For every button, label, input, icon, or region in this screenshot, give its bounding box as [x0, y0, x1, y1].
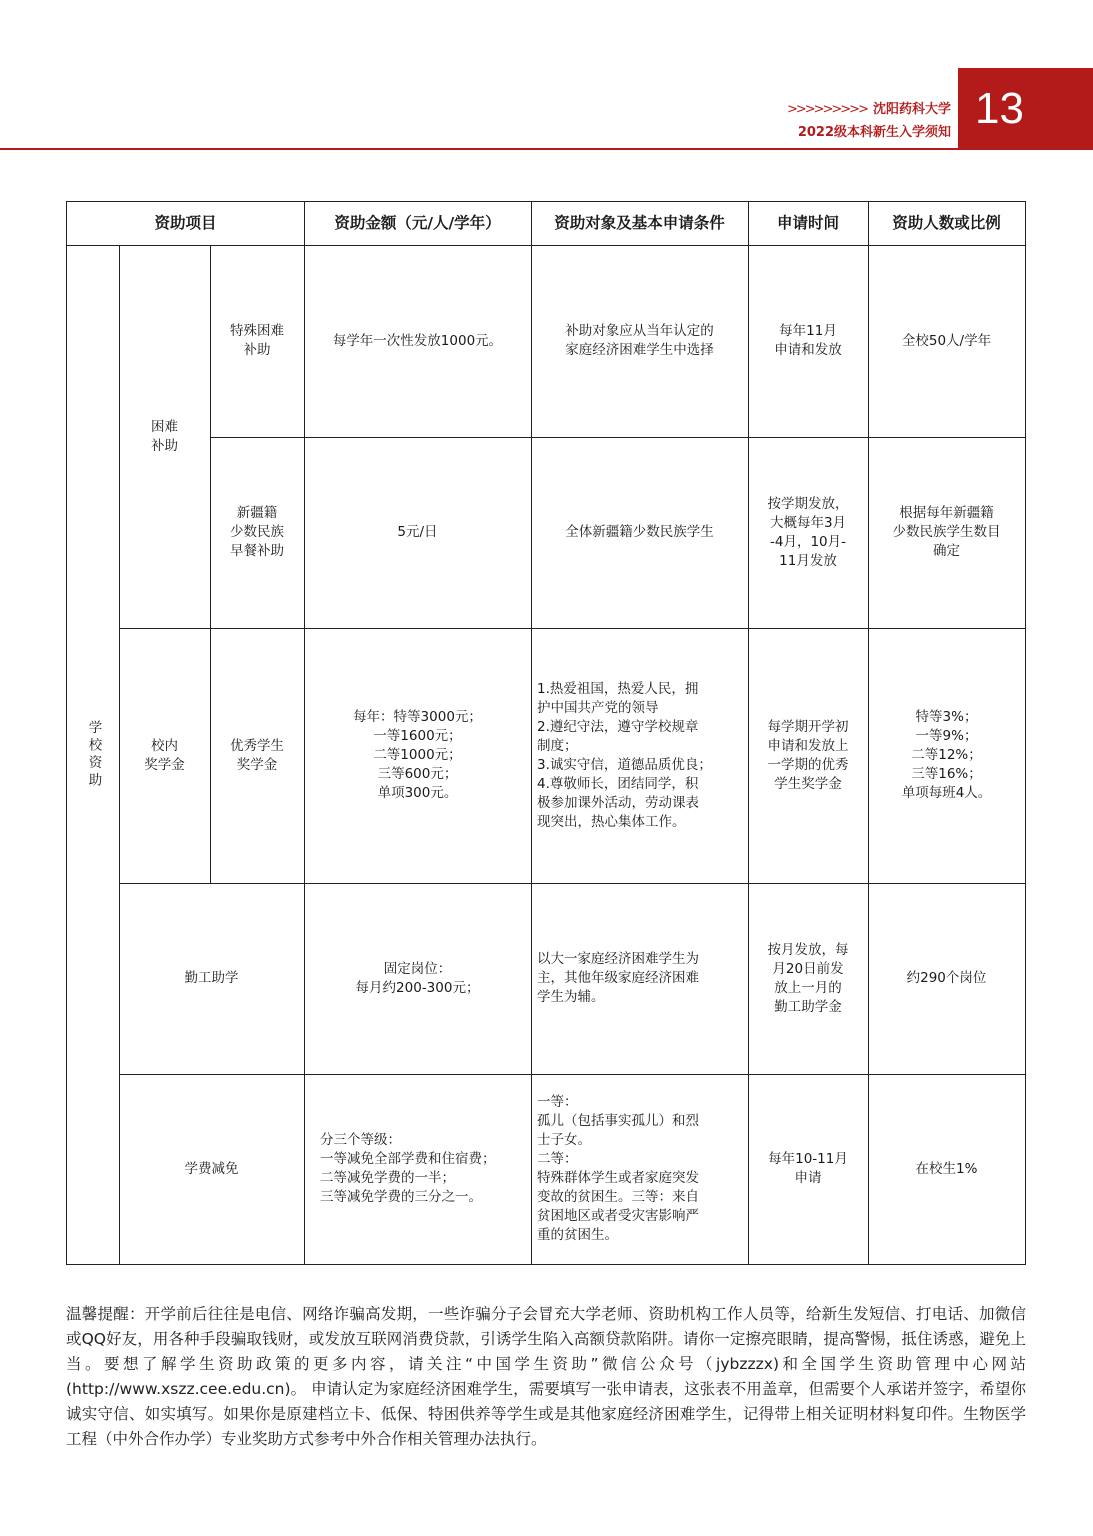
header-condition: 资助对象及基本申请条件: [554, 214, 725, 232]
row-condition: 补助对象应从当年认定的 家庭经济困难学生中选择: [565, 323, 714, 358]
row-time: 按月发放，每 月20日前发 放上一月的 勤工助学金: [767, 941, 849, 1015]
school-name: 沈阳药科大学: [872, 102, 951, 117]
row-quota: 全校50人/学年: [901, 332, 992, 349]
row-amount: 每年：特等3000元； 一等1600元； 二等1000元； 三等600元； 单项300元。: [353, 709, 482, 801]
header-rule: [0, 148, 1093, 150]
row-time: 按学期发放， 大概每年3月 -4月，10月- 11月发放: [767, 495, 849, 569]
row-amount: 5元/日: [397, 524, 438, 540]
row-time: 每学期开学初 申请和发放上 一学期的优秀 学生奖学金: [767, 718, 849, 792]
row-quota: 约290个岗位: [906, 970, 987, 986]
category-cell: [67, 245, 119, 1264]
header-subtitle: 2022级本科新生入学须知: [797, 125, 951, 140]
row-name: 优秀学生 奖学金: [230, 737, 284, 773]
notice-paragraph: 温馨提醒：开学前后往往是电信、网络诈骗高发期，一些诈骗分子会冒充大学老师、资助机构工作人员等，给新生发短信、打电话、加微信或QQ好友，用各种手段骗取钱财，或发放互联网消费贷款，引诱学生陷入高额贷款陷阱。请你一定擦亮眼睛，提高警惕，抵住诱惑，避免上当。要想了解学生资助政策的更多内容，请关注“中国学生资助”微信公众号（jybzzzx)和全国学生资助管理中心网站(http://www.xszz.cee.edu.cn)。 申请认定为家庭经济困难学生，需要填写一张申请表，这张表不用盖章，但需要个人承诺并签字，希望你诚实守信、如实填写。如果你是原建档立卡、低保、特困供养等学生或是其他家庭经济困难学生，记得带上相关证明材料复印件。生物医学工程（中外合作办学）专业奖助方式参考中外合作相关管理办法执行。: [66, 1305, 1026, 1448]
page-number: 13: [975, 84, 1024, 133]
row-amount: 每学年一次性发放1000元。: [332, 332, 503, 349]
header-item: 资助项目: [154, 214, 217, 232]
row-amount: 固定岗位： 每月约200-300元；: [355, 960, 480, 996]
row-time: 每年11月 申请和发放: [774, 323, 842, 358]
header-amount: 资助金额（元/人/学年）: [334, 214, 501, 232]
row-quota: 在校生1%: [915, 1160, 978, 1177]
row-time: 每年10-11月 申请: [768, 1151, 848, 1186]
row-name: 勤工助学: [184, 970, 239, 986]
row-name: 特殊困难 补助: [230, 323, 284, 358]
row-quota: 特等3%； 一等9%； 二等12%； 三等16%； 单项每班4人。: [901, 709, 992, 801]
header-time: 申请时间: [776, 214, 839, 232]
page-number-box: [958, 68, 1093, 150]
row-name: 新疆籍 少数民族 早餐补助: [230, 505, 284, 559]
aid-table: [66, 201, 1026, 1265]
category-label: 学校资助: [85, 719, 102, 790]
group-hardship: 困难 补助: [151, 418, 178, 454]
header-quota: 资助人数或比例: [892, 214, 1001, 232]
header-arrows-icon: >>>>>>>>>: [786, 102, 867, 117]
row-condition: 1.热爱祖国，热爱人民，拥 护中国共产党的领导 2.遵纪守法，遵守学校规章 制度； 3.诚实守信，道德品质优良； 4.尊敬师长，团结同学，积 极参加课外活动，劳动课表 现突出，热心集体工作。: [537, 680, 712, 830]
row-condition: 以大一家庭经济困难学生为 主，其他年级家庭经济困难 学生为辅。: [537, 951, 699, 1005]
row-quota: 根据每年新疆籍 少数民族学生数目 确定: [892, 505, 1001, 559]
row-condition: 全体新疆籍少数民族学生: [565, 524, 714, 540]
group-scholarship: 校内 奖学金: [144, 737, 185, 773]
header-school-line: [787, 98, 951, 117]
row-amount: 分三个等级： 一等减免全部学费和住宿费； 二等减免学费的一半； 三等减免学费的三分之一。: [320, 1132, 496, 1205]
row-name: 学费减免: [184, 1160, 239, 1177]
row-condition: 一等： 孤儿（包括事实孤儿）和烈 士子女。 二等： 特殊群体学生或者家庭突发 变故的贫困生。三等：来自 贫困地区或者受灾害影响严 重的贫困生。: [537, 1094, 699, 1243]
